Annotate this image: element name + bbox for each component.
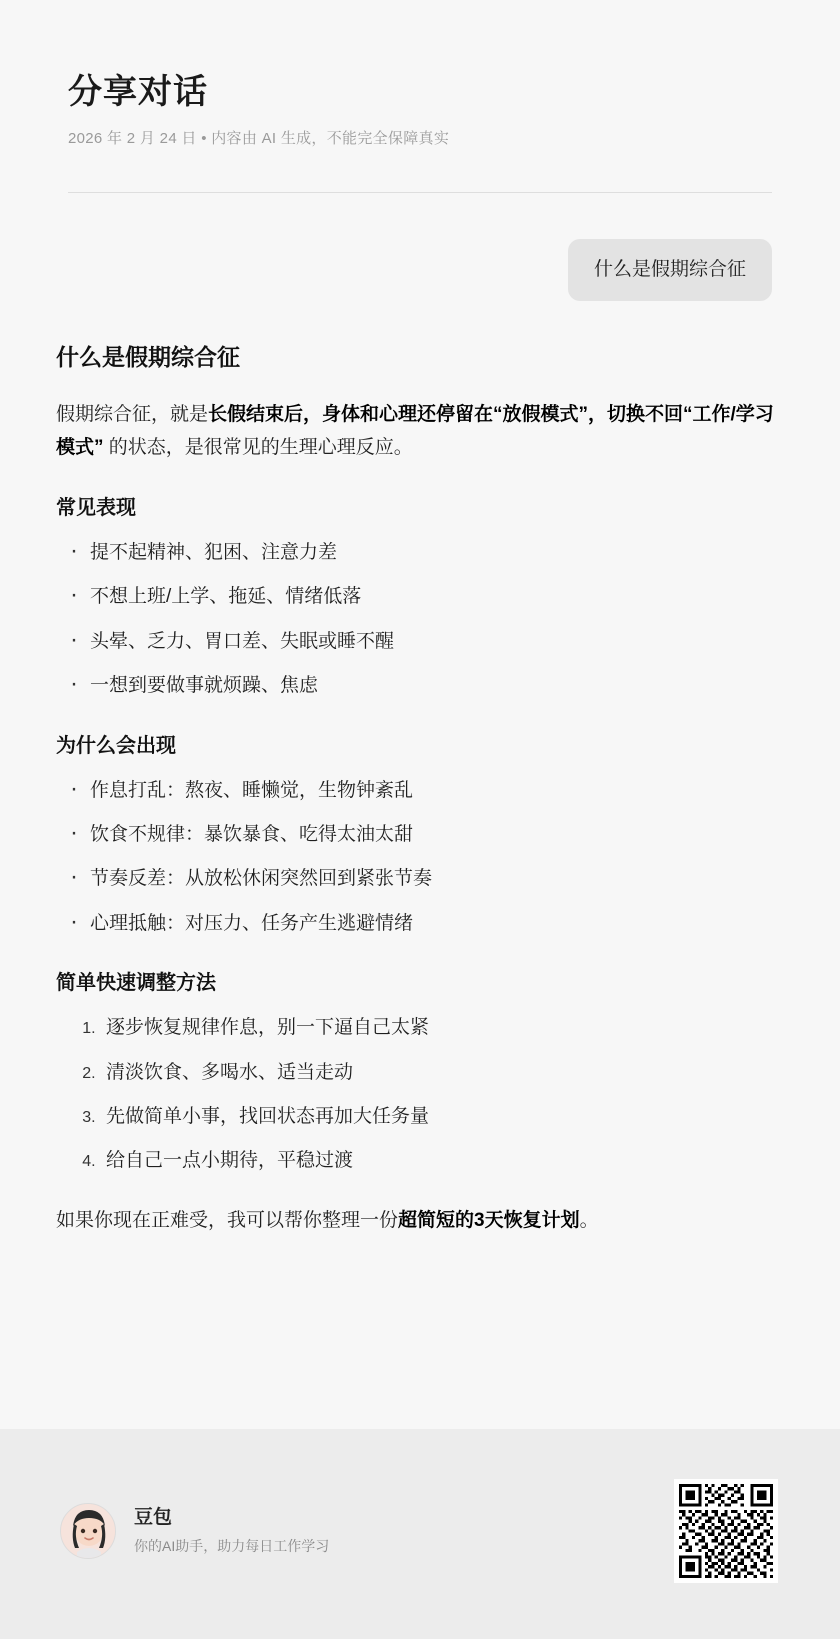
answer-intro (56, 398, 784, 465)
closing-text-1: 如果你现在正难受，我可以帮你整理一份 (56, 1209, 399, 1231)
methods-list (56, 1013, 784, 1177)
list-item: · 一想到要做事就烦躁、焦虑 (90, 671, 784, 701)
brand-block (40, 1503, 329, 1559)
brand-name: 豆包 (134, 1507, 173, 1529)
causes-list (56, 776, 784, 940)
list-item: · 节奏反差：从放松休闲突然回到紧张节奏 (90, 864, 784, 894)
list-item: · 不想上班/上学、拖延、情绪低落 (90, 582, 784, 612)
list-item: 4. 给自己一点小期待，平稳过渡 (100, 1146, 784, 1176)
page-subtitle: 2026 年 2 月 24 日 • 内容由 AI 生成，不能完全保障真实 (68, 129, 450, 147)
page-header (0, 0, 840, 148)
avatar (60, 1503, 116, 1559)
page-title: 分享对话 (68, 73, 208, 111)
qr-code-icon[interactable] (674, 1479, 778, 1583)
section-title-symptoms: 常见表现 (56, 497, 136, 520)
list-item: 3. 先做简单小事，找回状态再加大任务量 (100, 1102, 784, 1132)
list-item: 1. 逐步恢复规律作息，别一下逼自己太紧 (100, 1013, 784, 1043)
list-item: · 饮食不规律：暴饮暴食、吃得太油太甜 (90, 820, 784, 850)
section-title-methods: 简单快速调整方法 (56, 972, 216, 995)
list-item: · 心理抵触：对压力、任务产生逃避情绪 (90, 909, 784, 939)
answer-closing (56, 1205, 784, 1237)
section-title-causes: 为什么会出现 (56, 734, 176, 757)
assistant-answer (0, 301, 840, 1237)
brand-text (134, 1506, 329, 1556)
brand-tagline: 你的AI助手，助力每日工作学习 (134, 1537, 330, 1554)
list-item: · 作息打乱：熬夜、睡懒觉，生物钟紊乱 (90, 776, 784, 806)
intro-bold: 长假结束后，身体和心理还停留在“放假模式”，切换不回“工作/学习模式” (56, 403, 774, 458)
list-item: 2. 清淡饮食、多喝水、适当走动 (100, 1058, 784, 1088)
symptoms-list (56, 538, 784, 702)
intro-text-2: 的状态，是很常见的生理心理反应。 (103, 436, 413, 458)
user-message-row (0, 193, 840, 302)
user-message-bubble: 什么是假期综合征 (568, 239, 772, 302)
footer (0, 1429, 840, 1639)
list-item: · 提不起精神、犯困、注意力差 (90, 538, 784, 568)
closing-bold: 超简短的3天恢复计划 (398, 1209, 580, 1231)
answer-heading: 什么是假期综合征 (56, 344, 240, 371)
intro-text-1: 假期综合征，就是 (56, 403, 209, 425)
closing-text-2: 。 (579, 1209, 599, 1231)
list-item: · 头晕、乏力、胃口差、失眠或睡不醒 (90, 627, 784, 657)
